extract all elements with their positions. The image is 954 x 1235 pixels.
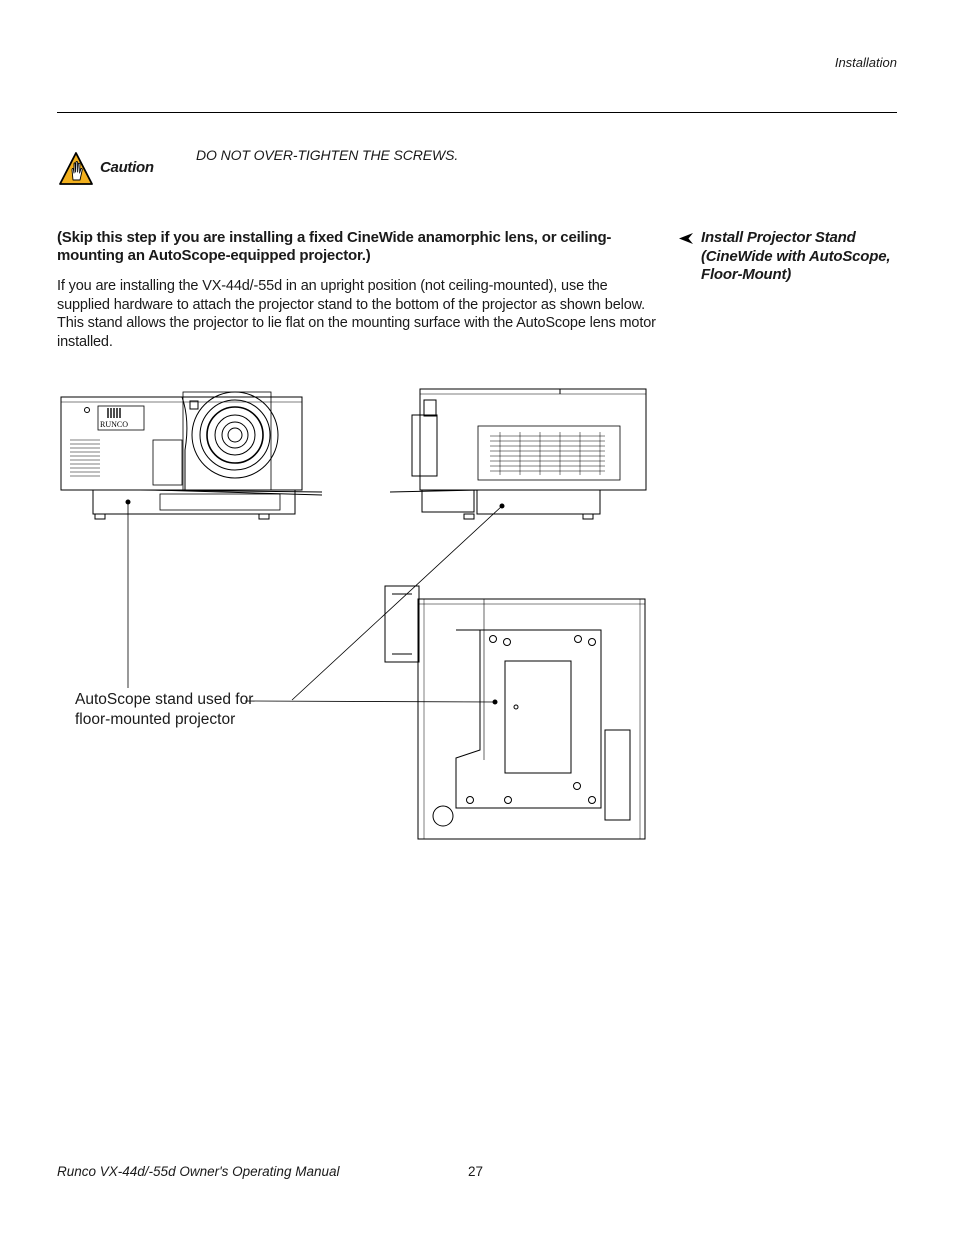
- side-view: [390, 389, 646, 519]
- step-sidebar-heading: Install Projector Stand (CineWide with AutoScope, Floor-Mount): [701, 229, 891, 284]
- header-section-title: Installation: [834, 55, 897, 70]
- caution-text: DO NOT OVER-TIGHTEN THE SCREWS.: [196, 147, 459, 163]
- step-body: If you are installing the VX-44d/-55d in an upright position (not ceiling-mounted), use the supplied hardware to attach the projector stand to the bottom of the projector as shown below. This stand allows the projector to lie flat on the mounting surface with the AutoScope lens motor installed.: [57, 278, 656, 350]
- callout-leader-lines: [128, 502, 502, 702]
- header-rule: [57, 112, 897, 113]
- caution-hand-icon: [58, 151, 94, 187]
- footer-page-number: 27: [468, 1164, 484, 1179]
- footer-manual-title: Runco VX-44d/-55d Owner's Operating Manual: [57, 1164, 340, 1179]
- step-heading: (Skip this step if you are installing a fixed CineWide anamorphic lens, or ceiling-mounting an AutoScope-equipped projector.): [57, 229, 612, 264]
- caution-label: Caution: [100, 159, 154, 176]
- projector-stand-diagram: [40, 380, 660, 850]
- runco-logo-text: RUNCO: [100, 420, 129, 429]
- step-arrow-icon: [679, 233, 693, 244]
- front-view: [61, 392, 322, 519]
- stand-callout-label: AutoScope stand used for floor-mounted projector: [75, 691, 254, 728]
- bottom-view: [385, 586, 645, 839]
